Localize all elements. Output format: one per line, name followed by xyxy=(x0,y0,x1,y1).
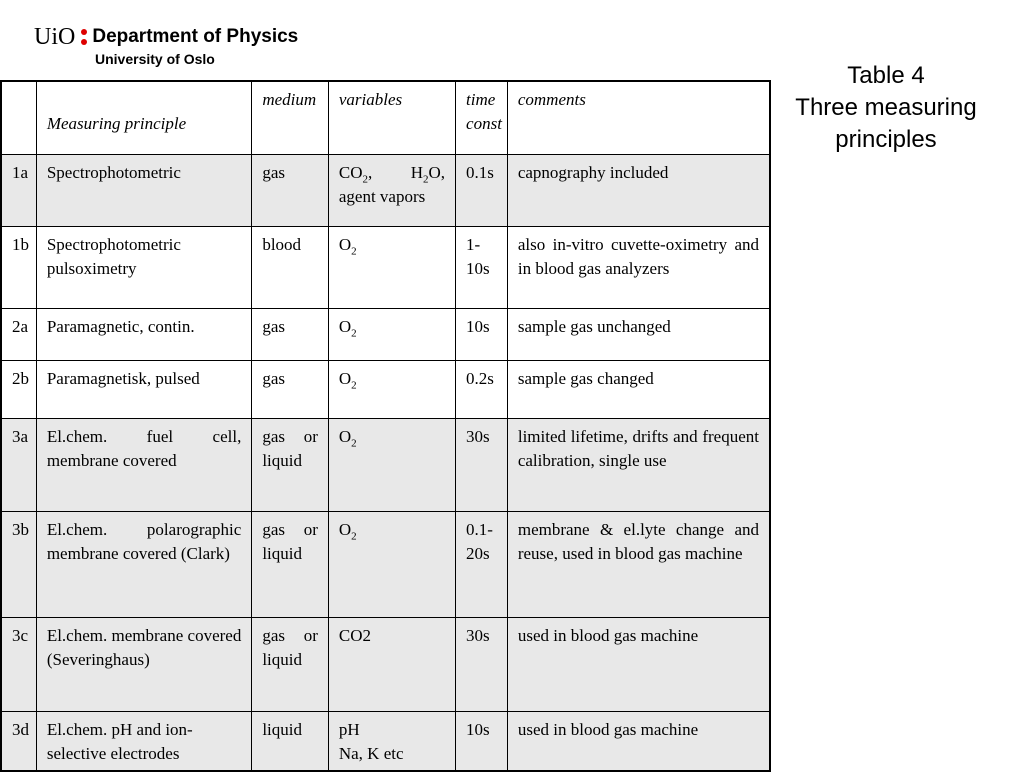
row-comments: used in blood gas machine xyxy=(507,711,770,771)
row-principle: El.chem. pH and ion-selective electrodes xyxy=(36,711,252,771)
header-principle: Measuring principle xyxy=(36,81,252,154)
row-id: 2a xyxy=(1,308,36,360)
table-row xyxy=(1,711,770,771)
row-id: 3c xyxy=(1,617,36,711)
table-row xyxy=(1,617,770,711)
row-variables: $CO_2$, $H_2O$, agent vapors xyxy=(328,154,455,226)
row-time: 0.2s xyxy=(456,360,508,418)
row-principle: El.chem. polarographic membrane covered (Clark) xyxy=(36,511,252,617)
row-principle: Spectrophotometric pulsoximetry xyxy=(36,226,252,308)
row-id: 3b xyxy=(1,511,36,617)
caption-line-3: principles xyxy=(835,126,937,153)
row-medium: gas or liquid xyxy=(252,511,329,617)
row-variables: $O_2$ xyxy=(328,511,455,617)
row-principle: Paramagnetisk, pulsed xyxy=(36,360,252,418)
row-principle: El.chem. membrane covered (Severinghaus) xyxy=(36,617,252,711)
measuring-principles-table xyxy=(0,80,771,772)
row-medium: gas xyxy=(252,154,329,226)
table-row xyxy=(1,226,770,308)
caption-line-1: Table 4 xyxy=(847,62,925,89)
header-row xyxy=(1,81,770,154)
row-principle: Paramagnetic, contin. xyxy=(36,308,252,360)
table-row xyxy=(1,360,770,418)
row-comments: capnography included xyxy=(507,154,770,226)
row-time: 30s xyxy=(456,418,508,511)
row-comments: sample gas unchanged xyxy=(507,308,770,360)
row-time: 0.1-20s xyxy=(456,511,508,617)
row-variables: pH Na, K etc xyxy=(328,711,455,771)
row-principle: Spectrophotometric xyxy=(36,154,252,226)
row-medium: gas xyxy=(252,308,329,360)
row-id: 1b xyxy=(1,226,36,308)
row-medium: gas xyxy=(252,360,329,418)
row-time: 0.1s xyxy=(456,154,508,226)
logo-colon-icon xyxy=(81,27,87,47)
table-caption xyxy=(776,60,996,156)
row-comments: sample gas changed xyxy=(507,360,770,418)
caption-line-2: Three measuring xyxy=(795,94,977,121)
table-row xyxy=(1,511,770,617)
row-variables: $O_2$ xyxy=(328,226,455,308)
row-id: 2b xyxy=(1,360,36,418)
university-name: University of Oslo xyxy=(95,51,215,67)
row-time: 10s xyxy=(456,308,508,360)
table-row xyxy=(1,418,770,511)
row-medium: gas or liquid xyxy=(252,617,329,711)
uio-logo xyxy=(34,24,298,67)
row-id: 1a xyxy=(1,154,36,226)
uio-wordmark: UiO xyxy=(34,23,76,50)
header-medium: medium xyxy=(252,81,329,154)
header-time-const: time const xyxy=(456,81,508,154)
row-time: 30s xyxy=(456,617,508,711)
row-comments: limited lifetime, drifts and frequent calibration, single use xyxy=(507,418,770,511)
row-medium: liquid xyxy=(252,711,329,771)
header-id xyxy=(1,81,36,154)
row-time: 1-10s xyxy=(456,226,508,308)
row-variables: $O_2$ xyxy=(328,418,455,511)
row-comments: membrane & el.lyte change and reuse, used in blood gas machine xyxy=(507,511,770,617)
table-row xyxy=(1,154,770,226)
header-comments: comments xyxy=(507,81,770,154)
department-name: Department of Physics xyxy=(92,26,299,47)
row-medium: gas or liquid xyxy=(252,418,329,511)
table-row xyxy=(1,308,770,360)
row-comments: used in blood gas machine xyxy=(507,617,770,711)
row-comments: also in-vitro cuvette-oximetry and in blood gas analyzers xyxy=(507,226,770,308)
row-principle: El.chem. fuel cell, membrane covered xyxy=(36,418,252,511)
row-medium: blood xyxy=(252,226,329,308)
header-variables: variables xyxy=(328,81,455,154)
row-variables: $O_2$ xyxy=(328,360,455,418)
row-variables: CO2 xyxy=(328,617,455,711)
row-variables: $O_2$ xyxy=(328,308,455,360)
row-time: 10s xyxy=(456,711,508,771)
row-id: 3a xyxy=(1,418,36,511)
row-id: 3d xyxy=(1,711,36,771)
